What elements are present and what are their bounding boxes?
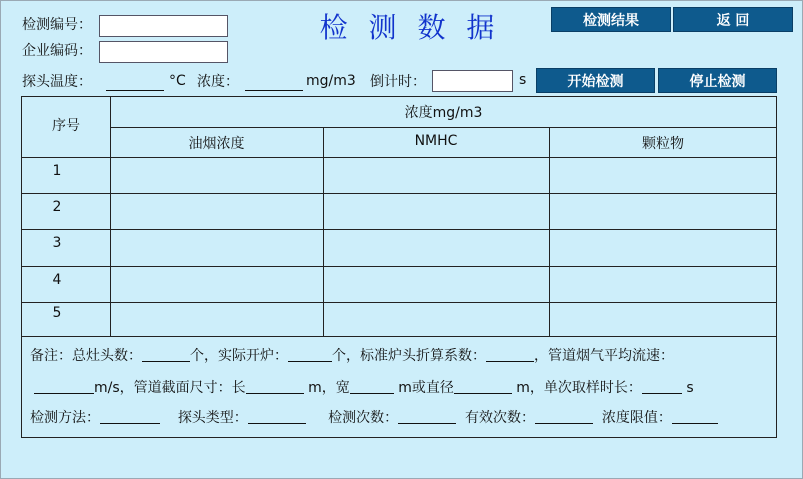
length-field <box>246 379 304 394</box>
sample-unit: s <box>686 380 694 396</box>
notes-panel <box>21 336 777 438</box>
back-button[interactable]: 返 回 <box>673 7 793 32</box>
actual-open-label: 个，实际开炉： <box>190 348 288 364</box>
coef-field <box>486 347 534 362</box>
countdown-label: 倒计时： <box>370 74 426 90</box>
conc-limit-label: 浓度限值： <box>601 410 672 426</box>
start-detect-button[interactable]: 开始检测 <box>536 68 655 93</box>
countdown-field[interactable] <box>432 70 513 92</box>
temp-unit: °C <box>169 73 186 89</box>
diameter-label: m或直径 <box>398 380 454 396</box>
row-index: 5 <box>52 305 62 321</box>
notes-line-3 <box>30 409 718 427</box>
actual-open-field <box>288 347 332 362</box>
row-index: 1 <box>52 163 62 179</box>
conc-limit-field <box>672 409 718 424</box>
notes-line-1 <box>30 347 674 365</box>
conc-unit: mg/m3 <box>306 73 356 89</box>
index-header: 序号 <box>52 118 80 134</box>
row-index: 2 <box>52 199 62 215</box>
page-title: 检 测 数 据 <box>319 11 501 44</box>
sample-time-label: m，单次取样时长： <box>516 380 642 396</box>
sample-time-field <box>642 379 682 394</box>
stop-detect-button[interactable]: 停止检测 <box>658 68 777 93</box>
remark-label: 备注：总灶头数： <box>30 348 142 364</box>
method-field <box>100 409 160 424</box>
detect-no-field[interactable] <box>99 15 228 37</box>
pipe-speed-field <box>34 379 94 394</box>
detect-no-label: 检测编号： <box>22 17 92 33</box>
pipe-size-label: m/s，管道截面尺寸：长 <box>94 380 246 396</box>
row-index: 4 <box>52 272 62 288</box>
total-stove-field <box>142 347 190 362</box>
width-field <box>350 379 394 394</box>
company-code-label: 企业编码： <box>22 43 92 59</box>
probe-type-field <box>248 409 306 424</box>
detect-result-button[interactable]: 检测结果 <box>551 7 671 32</box>
conc-value <box>245 76 303 91</box>
width-label: m，宽 <box>308 380 350 396</box>
conc-group-header: 浓度mg/m3 <box>404 105 483 121</box>
conc-label: 浓度： <box>197 74 239 90</box>
col-header-nmhc: NMHC <box>414 133 458 149</box>
probe-temp-label: 探头温度： <box>22 74 92 90</box>
detect-count-field <box>398 409 456 424</box>
col-header-oil-fume: 油烟浓度 <box>188 136 245 152</box>
col-header-particulate: 颗粒物 <box>642 136 684 152</box>
coef-label: 个，标准炉头折算系数： <box>332 348 486 364</box>
pipe-speed-label: ，管道烟气平均流速： <box>534 348 674 364</box>
probe-temp-value <box>106 76 164 91</box>
company-code-field[interactable] <box>99 41 228 63</box>
valid-count-label: 有效次数： <box>464 410 535 426</box>
detect-count-label: 检测次数： <box>328 410 399 426</box>
countdown-unit: s <box>519 72 527 88</box>
valid-count-field <box>535 409 593 424</box>
data-table <box>21 96 777 337</box>
probe-type-label: 探头类型： <box>177 410 248 426</box>
notes-line-2 <box>34 379 694 397</box>
row-index: 3 <box>52 235 62 251</box>
diameter-field <box>454 379 512 394</box>
method-label: 检测方法： <box>30 410 100 426</box>
